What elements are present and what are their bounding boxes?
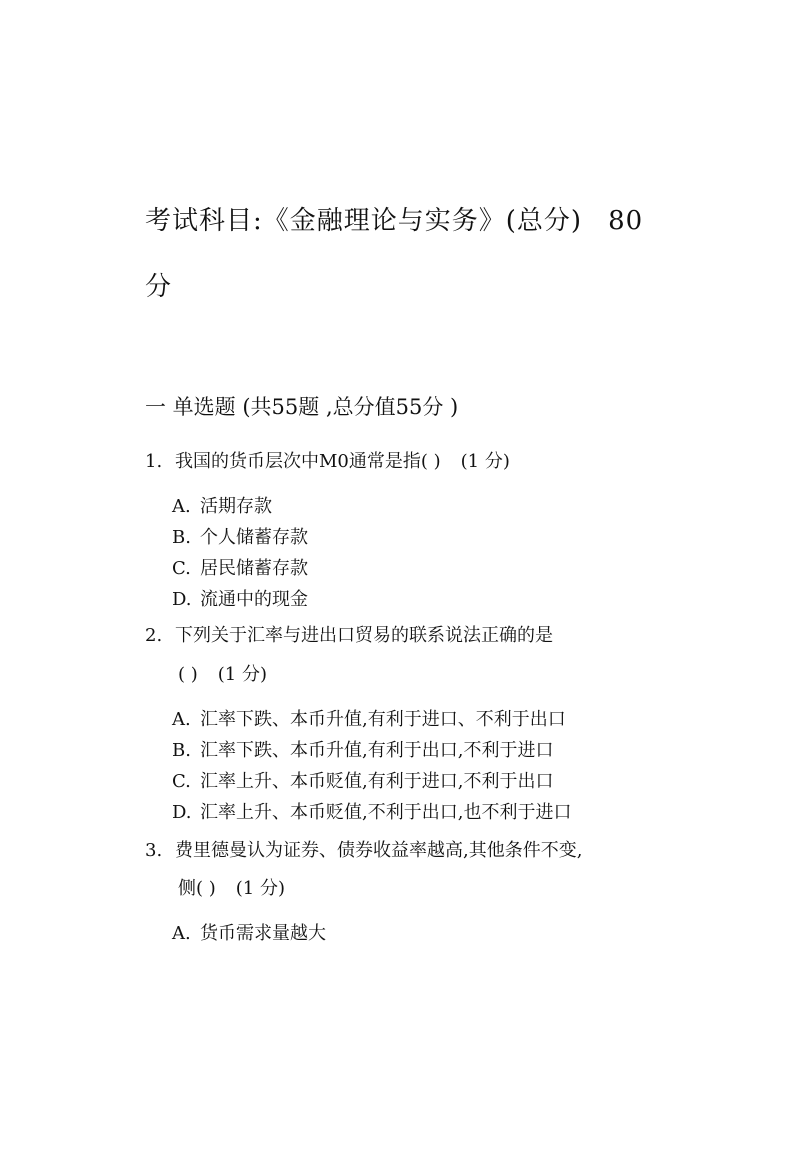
option-letter: B. [172, 527, 191, 548]
option-letter: A. [172, 709, 191, 730]
question-text: 下列关于汇率与进出口贸易的联系说法正确的是 [175, 625, 553, 646]
section-heading: 一 单选题 (共55题 ,总分值55分 ) [145, 395, 459, 419]
question-text-cont: ( ) [178, 664, 198, 685]
option-item [172, 769, 553, 795]
question-score: (1 分) [235, 878, 285, 899]
option-text: 居民储蓄存款 [200, 558, 308, 579]
option-text: 汇率下跌、本币升值,有利于出口,不利于进口 [200, 740, 554, 761]
question-2-continuation [178, 660, 267, 686]
option-item [172, 525, 308, 551]
question-3-continuation [178, 874, 285, 900]
question-score: (1 分) [217, 664, 267, 685]
question-text-cont: 侧( ) [178, 878, 216, 899]
question-number: 3. [145, 840, 163, 861]
exam-title [145, 188, 665, 320]
question-text: 费里德曼认为证券、债券收益率越高,其他条件不变, [175, 840, 583, 861]
option-text: 个人储蓄存款 [200, 527, 308, 548]
option-text: 汇率上升、本币贬值,有利于进口,不利于出口 [200, 771, 554, 792]
option-item [172, 556, 308, 582]
question-1 [145, 447, 510, 473]
option-letter: B. [172, 740, 191, 761]
option-item [172, 587, 308, 613]
option-letter: A. [172, 923, 191, 944]
option-text: 汇率下跌、本币升值,有利于进口、不利于出口 [200, 709, 566, 730]
option-text: 流通中的现金 [200, 589, 308, 610]
question-2 [145, 621, 553, 647]
exam-total-score: 80分 [145, 206, 644, 302]
option-letter: C. [172, 771, 191, 792]
option-letter: D. [172, 802, 192, 823]
option-text: 活期存款 [200, 496, 272, 517]
question-3 [145, 836, 582, 862]
option-letter: C. [172, 558, 191, 579]
option-item [172, 921, 326, 947]
question-number: 1. [145, 451, 163, 472]
option-letter: D. [172, 589, 192, 610]
option-text: 汇率上升、本币贬值,不利于出口,也不利于进口 [200, 802, 572, 823]
option-text: 货币需求量越大 [200, 923, 326, 944]
question-score: (1 分) [460, 451, 510, 472]
option-item [172, 800, 571, 826]
option-item [172, 494, 272, 520]
option-letter: A. [172, 496, 191, 517]
option-item [172, 707, 566, 733]
question-number: 2. [145, 625, 163, 646]
question-text: 我国的货币层次中M0通常是指( ) [175, 451, 441, 472]
exam-subject-title: 考试科目:《金融理论与实务》(总分) [145, 206, 583, 236]
option-item [172, 738, 553, 764]
